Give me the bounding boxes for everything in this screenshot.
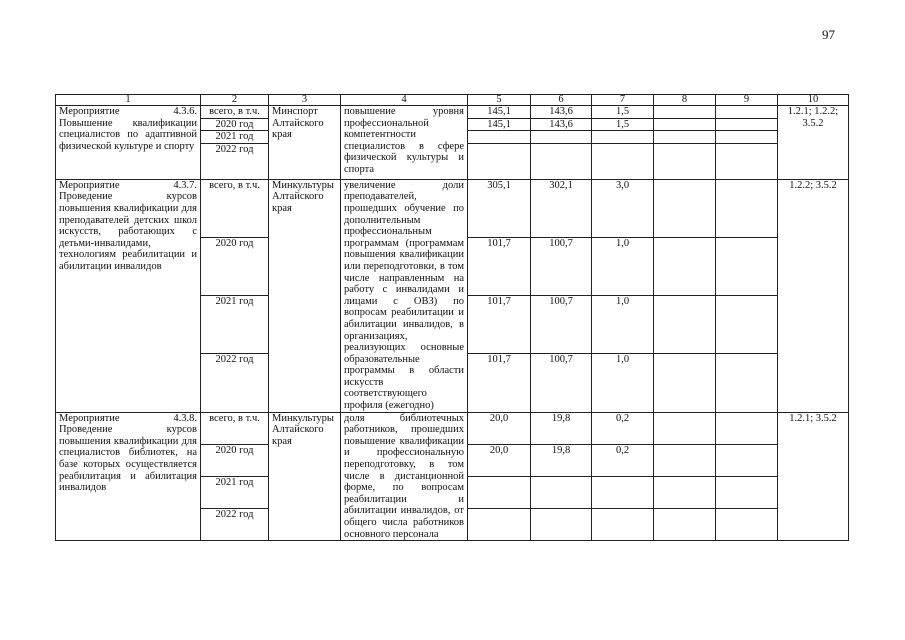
table-row (56, 179, 849, 237)
value-cell (654, 238, 716, 296)
value-cell: 20,0 (468, 444, 531, 476)
indicator-cell: доля библиотечных работников, прошедших повышение квалификации и профессиональную переподготовку, в том числе в дистанционной форме, по вопросам реабилитации и абилитации инвалидов, от общего числа работников основного персонала (341, 412, 468, 541)
value-cell (654, 179, 716, 237)
value-cell: 19,8 (531, 444, 592, 476)
period-cell: 2021 год (201, 296, 269, 354)
value-cell (716, 509, 778, 541)
column-header: 6 (531, 95, 592, 106)
value-cell (716, 354, 778, 412)
value-cell: 101,7 (468, 296, 531, 354)
value-cell (716, 412, 778, 444)
period-cell: 2022 год (201, 354, 269, 412)
period-cell: 2021 год (201, 476, 269, 508)
value-cell (654, 296, 716, 354)
value-cell: 0,2 (592, 444, 654, 476)
value-cell (654, 444, 716, 476)
value-cell: 101,7 (468, 238, 531, 296)
value-cell (716, 131, 778, 144)
value-cell: 145,1 (468, 118, 531, 131)
executor-cell: Минспорт Алтайского края (269, 106, 341, 180)
indicator-cell: повышение уровня профессиональной компетентности специалистов в сфере физической культуры и спорта (341, 106, 468, 180)
period-cell: всего, в т.ч. (201, 412, 269, 444)
value-cell (716, 118, 778, 131)
value-cell (716, 296, 778, 354)
value-cell: 143,6 (531, 106, 592, 119)
value-cell: 305,1 (468, 179, 531, 237)
value-cell (468, 131, 531, 144)
value-cell (654, 118, 716, 131)
value-cell: 1,0 (592, 238, 654, 296)
value-cell (654, 106, 716, 119)
executor-cell: Минкультуры Алтайского края (269, 412, 341, 541)
value-cell: 302,1 (531, 179, 592, 237)
value-cell (654, 354, 716, 412)
period-cell: 2020 год (201, 238, 269, 296)
column-header: 7 (592, 95, 654, 106)
value-cell (531, 143, 592, 179)
period-cell: всего, в т.ч. (201, 179, 269, 237)
indicators-ref-cell: 1.2.1; 1.2.2; 3.5.2 (778, 106, 849, 180)
value-cell (531, 131, 592, 144)
value-cell: 143,6 (531, 118, 592, 131)
column-header: 10 (778, 95, 849, 106)
value-cell (468, 476, 531, 508)
indicator-cell: увеличение доли преподавателей, прошедших обучение по дополнительным профессиональным программам (программам повышения квалификации или переподготовки, в том числе направленным на работу с инвалидами и лицами с ОВЗ) по вопросам реабилитации и абилитации инвалидов, в организациях, реализующих основные образовательные программы в области искусств соответствующего профиля (ежегодно) (341, 179, 468, 412)
value-cell: 1,5 (592, 118, 654, 131)
value-cell (654, 476, 716, 508)
value-cell: 20,0 (468, 412, 531, 444)
page-number: 97 (822, 27, 835, 42)
value-cell: 19,8 (531, 412, 592, 444)
executor-cell: Минкультуры Алтайского края (269, 179, 341, 412)
value-cell: 1,0 (592, 296, 654, 354)
value-cell: 3,0 (592, 179, 654, 237)
event-cell: Мероприятие 4.3.6. Повышение квалификации специалистов по адаптивной физической культуре и спорту (56, 106, 201, 180)
value-cell (716, 238, 778, 296)
indicators-ref-cell: 1.2.1; 3.5.2 (778, 412, 849, 541)
period-cell: 2022 год (201, 143, 269, 179)
value-cell (468, 143, 531, 179)
event-cell: Мероприятие 4.3.8. Проведение курсов повышения квалификации для специалистов библиотек, на базе которых осуществляется реабилитация и абилитация инвалидов (56, 412, 201, 541)
value-cell (716, 444, 778, 476)
value-cell (716, 179, 778, 237)
column-header: 5 (468, 95, 531, 106)
value-cell (654, 131, 716, 144)
value-cell (592, 143, 654, 179)
value-cell: 101,7 (468, 354, 531, 412)
value-cell (468, 509, 531, 541)
value-cell (531, 509, 592, 541)
value-cell (654, 509, 716, 541)
event-cell: Мероприятие 4.3.7. Проведение курсов повышения квалификации для преподавателей детских школ искусств, работающих с детьми-инвалидами, технологиям реабилитации и абилитации инвалидов (56, 179, 201, 412)
value-cell: 145,1 (468, 106, 531, 119)
indicators-ref-cell: 1.2.2; 3.5.2 (778, 179, 849, 412)
period-cell: 2022 год (201, 509, 269, 541)
column-header: 1 (56, 95, 201, 106)
column-header: 2 (201, 95, 269, 106)
period-cell: всего, в т.ч. (201, 106, 269, 119)
value-cell (716, 143, 778, 179)
table-row (56, 106, 849, 119)
column-header: 9 (716, 95, 778, 106)
value-cell: 0,2 (592, 412, 654, 444)
value-cell: 100,7 (531, 238, 592, 296)
column-header: 4 (341, 95, 468, 106)
value-cell (531, 476, 592, 508)
value-cell (654, 143, 716, 179)
value-cell: 1,0 (592, 354, 654, 412)
table-row (56, 412, 849, 444)
period-cell: 2021 год (201, 131, 269, 144)
period-cell: 2020 год (201, 444, 269, 476)
value-cell (592, 509, 654, 541)
activities-table (55, 94, 849, 541)
value-cell: 100,7 (531, 296, 592, 354)
value-cell: 1,5 (592, 106, 654, 119)
header-row (56, 95, 849, 106)
column-header: 8 (654, 95, 716, 106)
value-cell: 100,7 (531, 354, 592, 412)
value-cell (716, 476, 778, 508)
value-cell (716, 106, 778, 119)
value-cell (592, 476, 654, 508)
value-cell (592, 131, 654, 144)
value-cell (654, 412, 716, 444)
column-header: 3 (269, 95, 341, 106)
period-cell: 2020 год (201, 118, 269, 131)
